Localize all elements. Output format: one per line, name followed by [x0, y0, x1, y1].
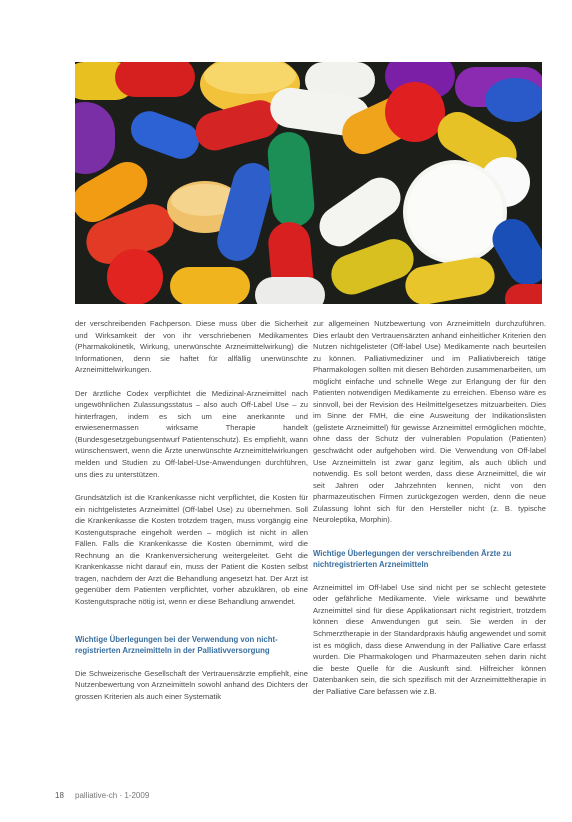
- left-paragraph-2: Der ärztliche Codex verpflichtet die Medizinal-Arzneimittel nach ungewöhnlichen Zulassungsstatus – also auch Off-Label Use – zu hinterfragen, indem es sich um eine anerkannte und erwiesenermassen wirksame Therapie handelt (Bundesgesetzgebungsentwurf Patientenschutz). Es empfiehlt, wann wünschenswert, wenn die Ärzte unerwünschte Arzneimittelwirkungen melden und Studien zu Off-label-Use-Anwendungen durchführen, uns dies zu unterstützen.: [75, 388, 308, 479]
- right-paragraph-2: Arzneimittel im Off-label Use sind nicht per se schlecht getestete oder gefährliche Medikamente. Viele wirksame und bewährte Arzneimittel sind für diese Applikationsart nicht registriert, trotzdem können diese Anwendungen gut sein. Sie werden in der Schmerztherapie in der Standardpraxis häufig angewendet und somit ist es möglich, dass diese Anwendung in der Palliative Care erfasst wurden. Die Pharmakologen und Pharmazeuten sehen darin nicht die beste Quelle für die Auskunft sind. Hilfreicher können Datenbanken sein, die sich spezifisch mit der Arzneimitteltherapie in der Palliative Care befassen wie z.B.: [313, 582, 547, 696]
- left-column: [75, 318, 308, 714]
- journal-name: palliative-ch · 1-2009: [75, 791, 150, 800]
- left-section-heading: Wichtige Überlegungen bei der Verwendung von nicht-registrierten Arzneimitteln in der Palliativversorgung: [75, 634, 278, 656]
- right-section-heading: Wichtige Überlegungen der verschreibenden Ärzte zu nichtregistrierten Arzneimitteln: [313, 548, 512, 570]
- left-paragraph-1: der verschreibenden Fachperson. Diese muss über die Sicherheit und Wirksamkeit der von ihr verschriebenen Medikamentes (Pharmakokinetik, Wirkung, unerwünschte Arzneimittelwirkung) die Informationen, denn sie haftet für allfällig unerwünschte Arzneimittelwirkungen.: [75, 319, 308, 375]
- left-paragraph-3: Grundsätzlich ist die Krankenkasse nicht verpflichtet, die Kosten für ein nichtgelistetes Arzneimittel (Off-label Use) zu übernehmen. Soll die Krankenkasse die Kosten trotzdem tragen, muss vorgängig eine Kostengutsprache eingeholt werden – möglich ist nicht in allen Fällen. Falls die Krankenkasse die Kosten übernimmt, wird die Rechnung an die Krankenversicherung weitergeleitet. Geht die Krankenkasse nicht darauf ein, muss der Patient die Kosten selbst tragen, nachdem der Arzt die Behandlung angesetzt hat. Der Arzt ist gegenüber dem Patienten verpflichtet, vorher abzuklären, ob eine Kostengutsprache nötig ist, wenn er diese Behandlung anwendet.: [75, 493, 308, 607]
- pills-photo: [75, 62, 542, 304]
- page-number: 18: [55, 791, 64, 800]
- right-paragraph-1: zur allgemeinen Nutzbewertung von Arzneimitteln durchzuführen. Dies erlaubt den Vertrauensärzten anhand einheitlicher Kriterien den Nutzen nichtgelisteter (Off-label Use) Medikamente nach beurteilen zu können. Palliativmediziner und im Palliativbereich tätige Pharmakologen sollten mit diesen Behörden zusammenarbeiten, um möglicht einfache und schnelle Wege zur Erlangung der für den Patienten notwendigen Medikamente zu erreichen. Ebenso wäre es sinnvoll, bei der Revision des Heilmittelgesetzes mitzuarbeiten. Dies im Sinne der FMH, die eine Ausweitung der Indikationslisten (gelistete Arzneimittel) für gewisse Arzneimittel ermöglichen möchte, ohne dass der Schutz der vulnerablen Population (Patienten) geschwächt oder aufgehoben wird. Die Verwendung von Off-label Use Arzneimitteln ist zwar ganz legitim, als auch üblich und notwendig. Es soll betont werden, dass diese Arzneimittel, die wir seit Jahren oder Jahrzehnten kennen, nicht von den pharmazeutischen Firmen zurückgezogen werden, denn die neue Zulassung lohnt sich für den Hersteller nicht (z. B. typische Neuroleptika, Morphin).: [313, 319, 546, 525]
- left-paragraph-4: Die Schweizerische Gesellschaft der Vertrauensärzte empfiehlt, eine Nutzenbewertung von Arzneimitteln sowohl anhand des Dichters der grossen Kriterien als auch einer Systematik: [75, 668, 308, 701]
- right-column: [313, 318, 546, 709]
- pills-illustration: [75, 62, 542, 304]
